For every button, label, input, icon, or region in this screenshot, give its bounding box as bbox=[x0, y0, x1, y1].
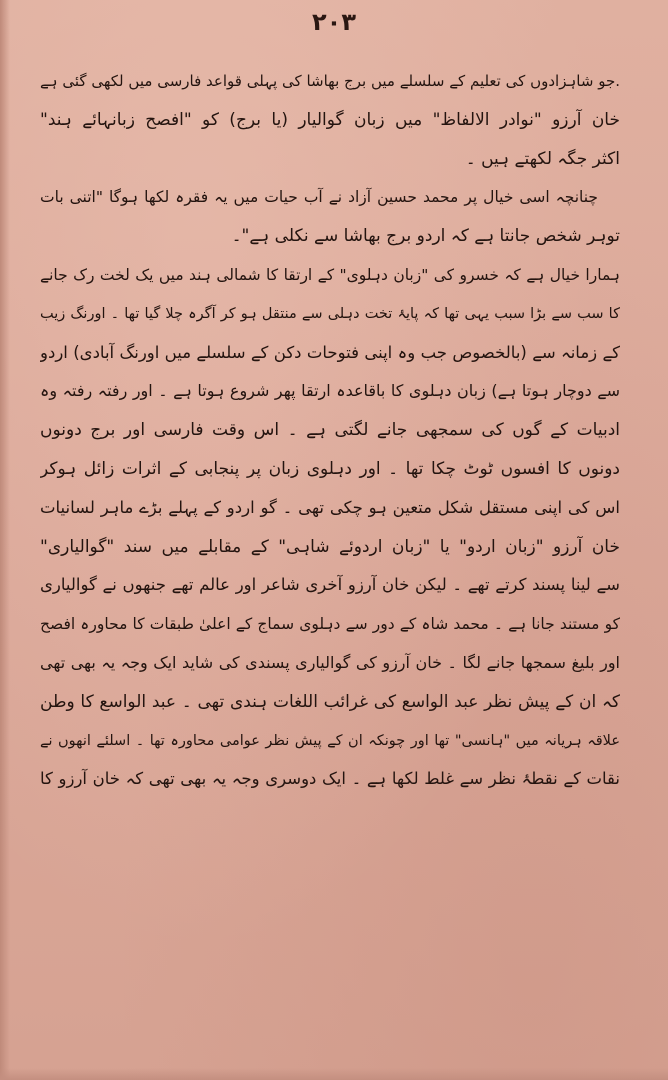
text-line-18: علاقہ ہریانہ میں "ہانسی" تھا اور چونکہ ان کے پیش نظر عوامی محاورہ تھا ۔ اسلئے انھوں نے bbox=[40, 732, 620, 749]
page-bottom-shadow bbox=[0, 1068, 668, 1080]
body-text bbox=[40, 62, 620, 799]
text-line-7: کا سب سے بڑا سبب یہی تھا کہ پایۂ تخت دہلی سے منتقل ہو کر آگرہ چلا گیا تھا ۔ اورنگ زیب bbox=[40, 305, 620, 322]
text-line-10: ادبیات کے گوں کی سمجھی جانے لگتی ہے ۔ اس وقت فارسی اور برج دونوں bbox=[40, 420, 620, 441]
text-line-8: کے زمانہ سے (بالخصوص جب وہ اپنی فتوحات دکن کے سلسلے میں اورنگ آبادی) اردو bbox=[40, 342, 620, 362]
text-line-17: کہ ان کے پیش نظر عبد الواسع کی غرائب اللغات ہندی تھی ۔ عبد الواسع کا وطن bbox=[40, 691, 620, 712]
page-binding-shadow bbox=[0, 0, 10, 1080]
text-line-3: اکثر جگہ لکھتے ہیں ۔ bbox=[465, 148, 620, 169]
text-line-1: .جو شاہزادوں کی تعلیم کے سلسلے میں برج بھاشا کی پہلی قواعد فارسی میں لکھی گئی ہے bbox=[40, 72, 620, 90]
text-line-13: خان آرزو "زبان اردو" یا "زبان اردوئے شاہی" کے مقابلے میں سند "گوالیاری" bbox=[40, 536, 620, 557]
text-line-16: اور بلیغ سمجھا جانے لگا ۔ خان آرزو کی گوالیاری پسندی کی شاید ایک وجہ یہ بھی تھی bbox=[40, 652, 620, 672]
text-line-12: اس کی اپنی مستقل شکل متعین ہو چکی تھی ۔ گو اردو کے پہلے بڑے ماہر لسانیات bbox=[40, 497, 620, 517]
text-line-14: سے لینا پسند کرتے تھے ۔ لیکن خان آرزو آخری شاعر اور عالم تھے جنھوں نے گوالیاری bbox=[40, 575, 620, 595]
text-line-5: توہر شخص جانتا ہے کہ اردو برج بھاشا سے نکلی ہے"۔ bbox=[231, 226, 620, 247]
page-number: ۲۰۳ bbox=[312, 8, 356, 36]
text-line-9: سے دوچار ہوتا ہے) زبان دہلوی کا باقاعدہ ارتقا پھر شروع ہوتا ہے ۔ اور رفتہ رفتہ وہ bbox=[40, 381, 620, 401]
text-line-15: کو مستند جانا ہے ۔ محمد شاہ کے دور سے دہلوی سماج کے اعلیٰ طبقات کا محاورہ افصح bbox=[40, 615, 620, 634]
text-line-2: خان آرزو "نوادر الالفاظ" میں زبان گوالیار (یا برج) کو "افصح زبانہائے ہند" bbox=[40, 109, 620, 130]
text-line-6: ہمارا خیال ہے کہ خسرو کی "زبان دہلوی" کے ارتقا کا شمالی ہند میں یک لخت رک جانے bbox=[40, 265, 620, 284]
text-line-4: چنانچہ اسی خیال پر محمد حسین آزاد نے آب حیات میں یہ فقرہ لکھا ہوگا "اتنی بات bbox=[40, 188, 598, 207]
text-line-11: دونوں کا افسوں ٹوٹ چکا تھا ۔ اور دہلوی زبان پر پنجابی کے اثرات زائل ہوکر bbox=[40, 458, 620, 479]
text-line-19: نقات کے نقطۂ نظر سے غلط لکھا ہے ۔ ایک دوسری وجہ یہ بھی تھی کہ خان آرزو کا bbox=[40, 769, 620, 789]
